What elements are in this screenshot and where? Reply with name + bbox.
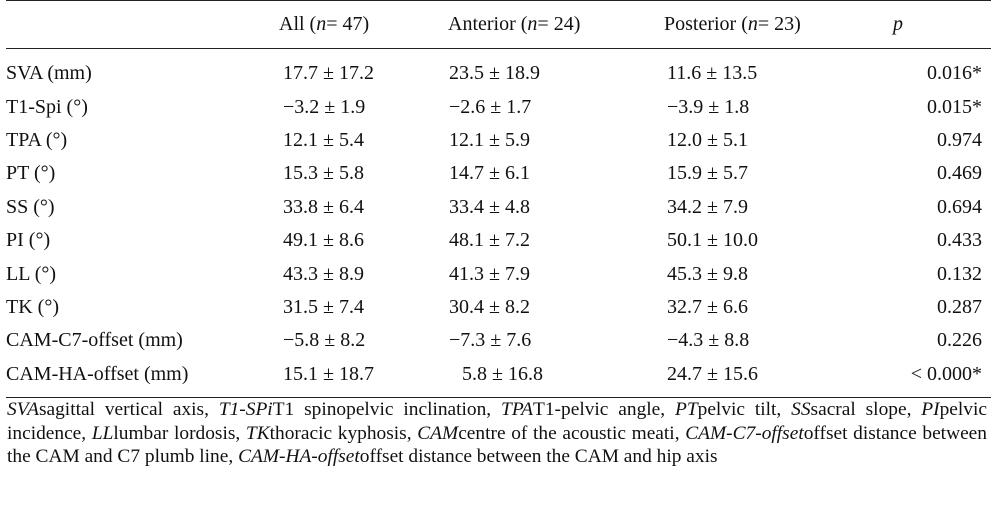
cell-all: 43.3 ± 8.9 <box>283 262 364 285</box>
table-footnote <box>7 398 987 469</box>
cell-posterior: 45.3 ± 9.8 <box>667 262 748 285</box>
cell-anterior: 41.3 ± 7.9 <box>449 262 530 285</box>
cell-anterior: −2.6 ± 1.7 <box>449 95 532 118</box>
footnote-definition: thoracic kyphosis, <box>269 422 418 444</box>
results-table-body <box>6 49 991 391</box>
footnote-definition: T1-pelvic angle, <box>533 399 675 420</box>
cell-anterior: 30.4 ± 8.2 <box>449 295 530 318</box>
footnote-abbreviation: PT <box>674 399 698 420</box>
row-label: TPA (°) <box>6 128 68 151</box>
table-row <box>6 257 991 290</box>
cell-p-value: 0.433 <box>937 229 982 252</box>
cell-all: 33.8 ± 6.4 <box>283 195 364 218</box>
footnote-abbreviation: CAM <box>417 422 459 444</box>
cell-p-value: 0.974 <box>937 128 982 151</box>
cell-anterior: −7.3 ± 7.6 <box>449 329 532 352</box>
table-row <box>6 157 991 190</box>
cell-p-value: < 0.000* <box>910 362 982 385</box>
cell-all: 15.3 ± 5.8 <box>283 162 364 185</box>
cell-all: 12.1 ± 5.4 <box>283 128 364 151</box>
cell-all: −5.8 ± 8.2 <box>283 329 366 352</box>
table-row <box>6 291 991 324</box>
cell-p-value: 0.015* <box>927 95 982 118</box>
cell-anterior: 5.8 ± 16.8 <box>462 362 543 385</box>
header-anterior: Anterior (n= 24) <box>448 13 581 35</box>
header-posterior: Posterior (n= 23) <box>664 13 801 35</box>
footnote-abbreviation: TPA <box>501 399 534 420</box>
cell-p-value: 0.694 <box>937 195 982 218</box>
footnote-abbreviation: LL <box>91 422 114 444</box>
header-label-col <box>6 1 276 48</box>
header-all: All (n= 47) <box>279 13 370 35</box>
header-p: p <box>893 13 903 35</box>
header-row <box>6 1 991 48</box>
footnote-definition: lumbar lordosis, <box>113 422 246 444</box>
footnote-definition: pelvic incidence, <box>7 399 987 444</box>
table-row <box>6 224 991 257</box>
table-header <box>6 1 991 48</box>
table-row <box>6 324 991 357</box>
cell-all: 31.5 ± 7.4 <box>283 295 364 318</box>
footnote-definition: offset distance between the CAM and C7 plumb line, <box>7 422 987 467</box>
footnote-abbreviation: T1-SPi <box>218 399 273 420</box>
table-row <box>6 191 991 224</box>
cell-p-value: 0.016* <box>927 62 982 85</box>
cell-anterior: 48.1 ± 7.2 <box>449 229 530 252</box>
cell-anterior: 33.4 ± 4.8 <box>449 195 530 218</box>
table-body <box>6 49 991 391</box>
footnote-abbreviation: CAM-HA-offset <box>238 446 360 467</box>
footnote-definition: pelvic tilt, <box>697 399 792 420</box>
footnote-definition: sacral slope, <box>810 399 922 420</box>
cell-p-value: 0.226 <box>937 329 982 352</box>
cell-all: 49.1 ± 8.6 <box>283 229 364 252</box>
cell-posterior: 11.6 ± 13.5 <box>667 62 758 85</box>
footnote-abbreviation: SS <box>791 399 811 420</box>
results-table <box>6 1 991 48</box>
cell-posterior: 32.7 ± 6.6 <box>667 295 748 318</box>
row-label: TK (°) <box>6 295 59 318</box>
data-table <box>6 0 991 398</box>
cell-anterior: 14.7 ± 6.1 <box>449 162 530 185</box>
cell-p-value: 0.287 <box>937 295 982 318</box>
footnote-abbreviation: CAM-C7-offset <box>685 422 804 444</box>
table-row <box>6 124 991 157</box>
footnote-abbreviation: PI <box>921 399 940 420</box>
footnote-abbreviation: TK <box>245 422 270 444</box>
cell-all: 17.7 ± 17.2 <box>283 62 374 85</box>
table-row <box>6 90 991 123</box>
cell-anterior: 23.5 ± 18.9 <box>449 62 540 85</box>
footnote-definition: offset distance between the CAM and hip axis <box>359 446 718 467</box>
cell-posterior: 12.0 ± 5.1 <box>667 128 748 151</box>
row-label: CAM-HA-offset (mm) <box>6 362 189 385</box>
footnote-definition: T1 spinopelvic inclination, <box>272 399 502 420</box>
footnote-definition: sagittal vertical axis, <box>38 399 219 420</box>
row-label: SVA (mm) <box>6 62 92 85</box>
cell-p-value: 0.132 <box>937 262 982 285</box>
cell-all: −3.2 ± 1.9 <box>283 95 366 118</box>
row-label: CAM-C7-offset (mm) <box>6 329 183 352</box>
cell-posterior: −4.3 ± 8.8 <box>667 329 750 352</box>
cell-posterior: 34.2 ± 7.9 <box>667 195 748 218</box>
cell-posterior: 15.9 ± 5.7 <box>667 162 748 185</box>
table-row <box>6 49 991 90</box>
cell-posterior: 50.1 ± 10.0 <box>667 229 758 252</box>
footnote-abbreviation: SVA <box>7 399 39 420</box>
row-label: PT (°) <box>6 162 56 185</box>
cell-anterior: 12.1 ± 5.9 <box>449 128 530 151</box>
cell-posterior: 24.7 ± 15.6 <box>667 362 758 385</box>
row-label: T1-Spi (°) <box>6 95 88 118</box>
row-label: SS (°) <box>6 195 55 218</box>
table-row <box>6 358 991 391</box>
row-label: PI (°) <box>6 229 51 252</box>
footnote-definition: centre of the acoustic meati, <box>458 422 686 444</box>
cell-all: 15.1 ± 18.7 <box>283 362 374 385</box>
row-label: LL (°) <box>6 262 57 285</box>
cell-p-value: 0.469 <box>937 162 982 185</box>
cell-posterior: −3.9 ± 1.8 <box>667 95 750 118</box>
